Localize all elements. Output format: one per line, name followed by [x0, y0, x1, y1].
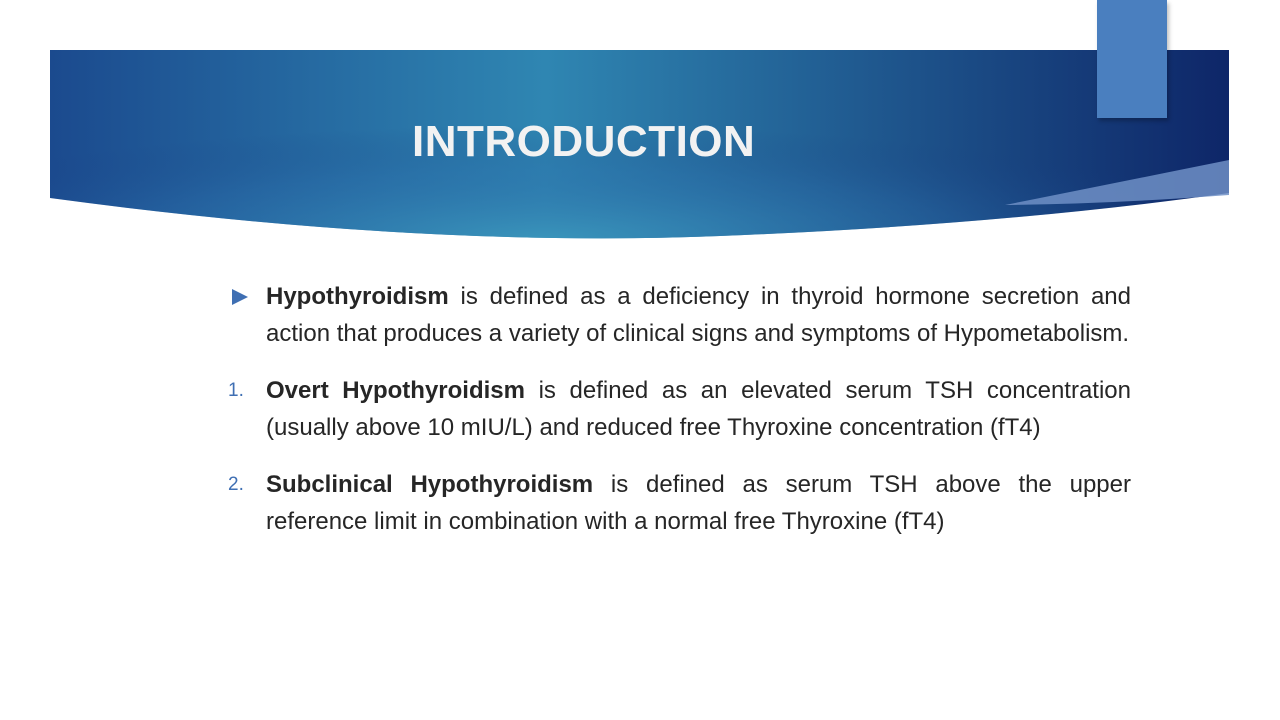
- item-term: Subclinical Hypothyroidism: [266, 471, 594, 498]
- list-item: [228, 278, 1131, 352]
- item-text: is defined as an elevated serum TSH concentration (usually above 10 mIU/L) and reduced free Thyroxine concentration (fT4): [266, 377, 1131, 441]
- list-item: [228, 466, 1131, 540]
- item-text: is defined as serum TSH above the upper reference limit in combination with a normal free Thyroxine (fT4): [266, 471, 1131, 535]
- item-term: Hypothyroidism: [266, 283, 449, 310]
- arrow-bullet-icon: [228, 278, 260, 315]
- item-text: is defined as a deficiency in thyroid hormone secretion and action that produces a variety of clinical signs and symptoms of Hypometabolism.: [266, 283, 1131, 347]
- content-list: [228, 278, 1131, 560]
- list-item: [228, 372, 1131, 446]
- item-number: 2.: [228, 474, 244, 495]
- item-term: Overt Hypothyroidism: [266, 377, 525, 404]
- slide-title: INTRODUCTION: [412, 117, 756, 166]
- accent-tab: [1097, 0, 1167, 118]
- item-number: 1.: [228, 380, 244, 401]
